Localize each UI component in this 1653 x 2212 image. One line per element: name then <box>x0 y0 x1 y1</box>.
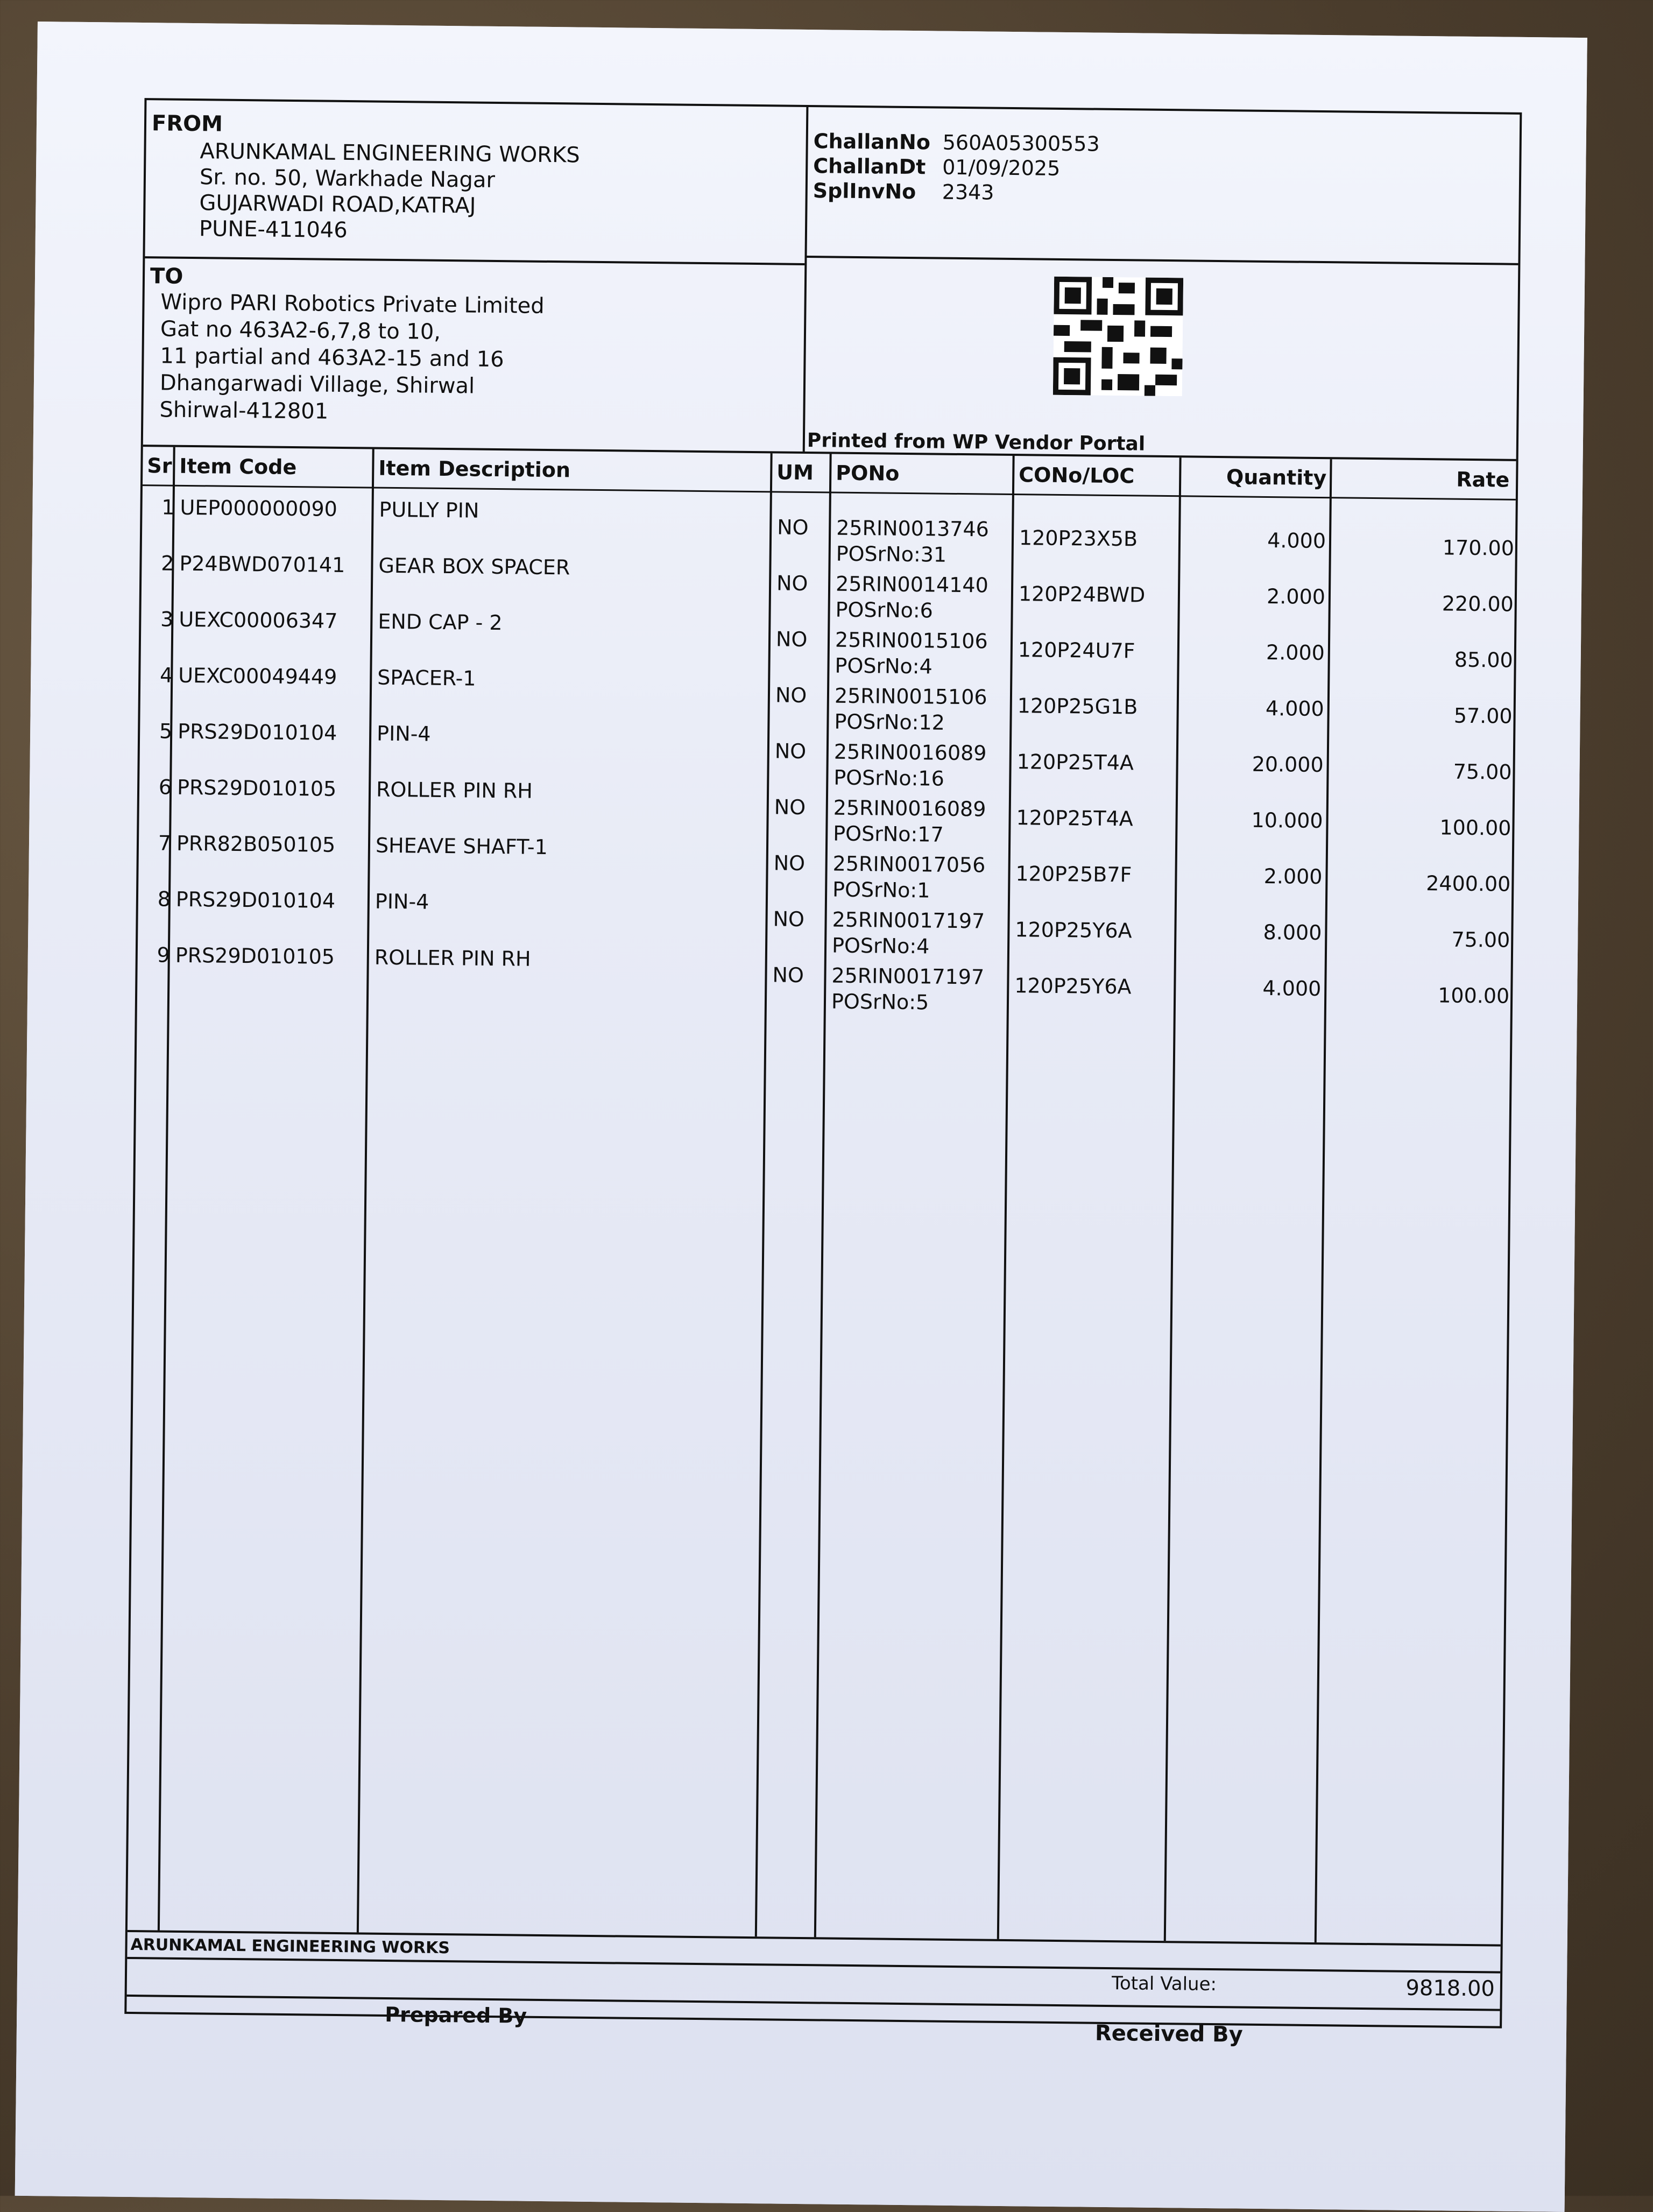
row-um: NO <box>775 627 808 652</box>
row-item-desc: SPACER-1 <box>377 665 476 691</box>
address-section <box>143 100 809 452</box>
from-line: GUJARWADI ROAD,KATRAJ <box>199 191 476 219</box>
to-line: Shirwal-412801 <box>159 397 329 424</box>
row-um: NO <box>776 571 808 596</box>
row-um: NO <box>773 851 806 876</box>
row-quantity: 4.000 <box>1262 976 1322 1001</box>
paper-sheet <box>15 22 1587 2212</box>
row-pono: 25RIN0017056 <box>832 851 986 877</box>
row-cono: 120P25T4A <box>1016 750 1134 775</box>
from-line: Sr. no. 50, Warkhade Nagar <box>199 165 496 193</box>
row-item-desc: PULLY PIN <box>379 497 479 523</box>
table-footer <box>126 1930 1501 2047</box>
row-um: NO <box>774 739 807 764</box>
total-value: 9818.00 <box>1405 1975 1495 2002</box>
row-um: NO <box>772 963 804 988</box>
row-quantity: 10.000 <box>1251 808 1323 833</box>
col-qty <box>1166 457 1332 1942</box>
row-pono: 25RIN0017197 <box>832 907 985 933</box>
row-cono: 120P24U7F <box>1018 638 1135 663</box>
to-label: TO <box>150 264 183 289</box>
challan-section <box>805 107 1520 459</box>
row-sr: 2 <box>161 551 174 575</box>
header-qty: Quantity <box>1226 465 1327 490</box>
row-quantity: 4.000 <box>1267 528 1326 553</box>
row-posr: POSrNo:12 <box>834 709 945 735</box>
footer-divider <box>127 1957 1500 1974</box>
row-posr: POSrNo:5 <box>831 989 929 1015</box>
row-posr: POSrNo:6 <box>835 597 934 623</box>
row-sr: 6 <box>158 775 172 799</box>
footer-firm-name: ARUNKAMAL ENGINEERING WORKS <box>130 1935 450 1958</box>
row-rate: 220.00 <box>1442 591 1514 616</box>
row-item-desc: ROLLER PIN RH <box>374 945 531 971</box>
challan-no: 560A05300553 <box>942 130 1100 156</box>
header-item-code: Item Code <box>179 454 297 480</box>
to-line: 11 partial and 463A2-15 and 16 <box>160 343 504 372</box>
row-quantity: 8.000 <box>1263 920 1322 945</box>
row-item-code: PRS29D010104 <box>175 887 336 913</box>
header-pono: PONo <box>836 461 900 485</box>
header-cono: CONo/LOC <box>1019 463 1135 488</box>
header-um: UM <box>776 460 814 485</box>
from-line: PUNE-411046 <box>199 216 348 243</box>
row-cono: 120P25G1B <box>1017 694 1138 719</box>
row-sr: 5 <box>159 719 173 743</box>
row-posr: POSrNo:4 <box>831 933 930 959</box>
row-pono: 25RIN0015106 <box>834 684 987 709</box>
row-rate: 100.00 <box>1439 815 1511 840</box>
col-cono <box>999 456 1182 1941</box>
row-item-desc: ROLLER PIN RH <box>376 777 533 803</box>
row-quantity: 2.000 <box>1263 864 1323 889</box>
row-quantity: 2.000 <box>1266 584 1326 609</box>
row-posr: POSrNo:16 <box>833 765 944 791</box>
prepared-by-label: Prepared By <box>385 2002 527 2028</box>
row-rate: 85.00 <box>1454 647 1513 672</box>
challan-date-label: ChallanDt <box>813 154 926 179</box>
row-cono: 120P25Y6A <box>1015 918 1132 943</box>
row-item-code: PRS29D010105 <box>176 775 337 801</box>
row-sr: 9 <box>157 943 171 967</box>
row-pono: 25RIN0016089 <box>833 795 986 821</box>
printed-note: Printed from WP Vendor Portal <box>807 429 1146 455</box>
row-quantity: 20.000 <box>1252 752 1324 777</box>
row-sr: 3 <box>160 607 174 631</box>
received-by-label: Received By <box>1094 2020 1244 2047</box>
row-cono: 120P25T4A <box>1016 806 1134 831</box>
row-rate: 170.00 <box>1442 536 1515 560</box>
row-cono: 120P23X5B <box>1019 526 1138 551</box>
challan-no-label: ChallanNo <box>813 129 931 154</box>
row-item-code: P24BWD070141 <box>179 551 345 577</box>
row-um: NO <box>773 907 805 932</box>
row-cono: 120P25Y6A <box>1014 974 1132 999</box>
to-address <box>159 288 804 430</box>
row-sr: 4 <box>159 663 173 687</box>
from-label: FROM <box>151 111 223 137</box>
row-pono: 25RIN0013746 <box>836 516 990 541</box>
row-sr: 8 <box>157 887 171 911</box>
delivery-challan-form <box>124 98 1522 2047</box>
row-pono: 25RIN0016089 <box>833 739 987 765</box>
row-item-desc: PIN-4 <box>375 889 429 914</box>
row-quantity: 4.000 <box>1265 696 1324 721</box>
row-rate: 100.00 <box>1437 983 1510 1008</box>
footer-divider <box>127 1995 1500 2011</box>
row-pono: 25RIN0014140 <box>835 572 988 597</box>
to-line: Gat no 463A2-6,7,8 to 10, <box>160 316 441 344</box>
row-pono: 25RIN0017197 <box>831 963 985 989</box>
row-item-desc: END CAP - 2 <box>378 609 503 635</box>
from-address <box>199 138 580 245</box>
row-posr: POSrNo:17 <box>833 821 944 847</box>
row-item-code: PRS29D010104 <box>177 719 337 745</box>
row-posr: POSrNo:1 <box>832 877 930 903</box>
row-item-desc: SHEAVE SHAFT-1 <box>375 833 548 860</box>
row-item-code: UEXC00006347 <box>179 607 338 633</box>
header-item-desc: Item Description <box>378 456 571 482</box>
items-table <box>128 445 1516 1945</box>
challan-details <box>807 107 1520 265</box>
row-item-code: PRR82B050105 <box>176 831 336 857</box>
to-block <box>143 256 804 430</box>
to-line: Wipro PARI Robotics Private Limited <box>160 290 545 319</box>
header-rate: Rate <box>1456 467 1510 492</box>
row-item-desc: PIN-4 <box>376 721 431 746</box>
row-item-code: UEP000000090 <box>180 495 338 521</box>
row-cono: 120P24BWD <box>1018 582 1146 607</box>
spl-inv-no: 2343 <box>942 180 994 205</box>
from-line: ARUNKAMAL ENGINEERING WORKS <box>200 139 580 168</box>
row-rate: 75.00 <box>1453 759 1512 784</box>
row-rate: 57.00 <box>1453 703 1513 728</box>
row-rate: 2400.00 <box>1426 871 1511 896</box>
total-value-label: Total Value: <box>1111 1973 1217 1996</box>
row-item-desc: GEAR BOX SPACER <box>378 553 570 580</box>
row-posr: POSrNo:31 <box>836 541 947 567</box>
spl-inv-label: SplInvNo <box>813 179 916 204</box>
to-line: Dhangarwadi Village, Shirwal <box>159 370 475 399</box>
qr-code-icon <box>1053 277 1183 397</box>
row-um: NO <box>777 515 809 540</box>
row-quantity: 2.000 <box>1266 640 1325 665</box>
row-posr: POSrNo:4 <box>835 653 933 679</box>
row-item-code: PRS29D010105 <box>175 943 335 969</box>
row-um: NO <box>775 683 807 708</box>
row-pono: 25RIN0015106 <box>835 628 988 653</box>
header-sr: Sr <box>147 454 172 478</box>
challan-date: 01/09/2025 <box>942 155 1061 180</box>
row-item-code: UEXC00049449 <box>178 663 337 689</box>
row-sr: 7 <box>158 831 172 855</box>
row-rate: 75.00 <box>1451 927 1510 952</box>
row-cono: 120P25B7F <box>1015 862 1132 887</box>
row-sr: 1 <box>161 495 175 519</box>
row-um: NO <box>774 795 806 820</box>
